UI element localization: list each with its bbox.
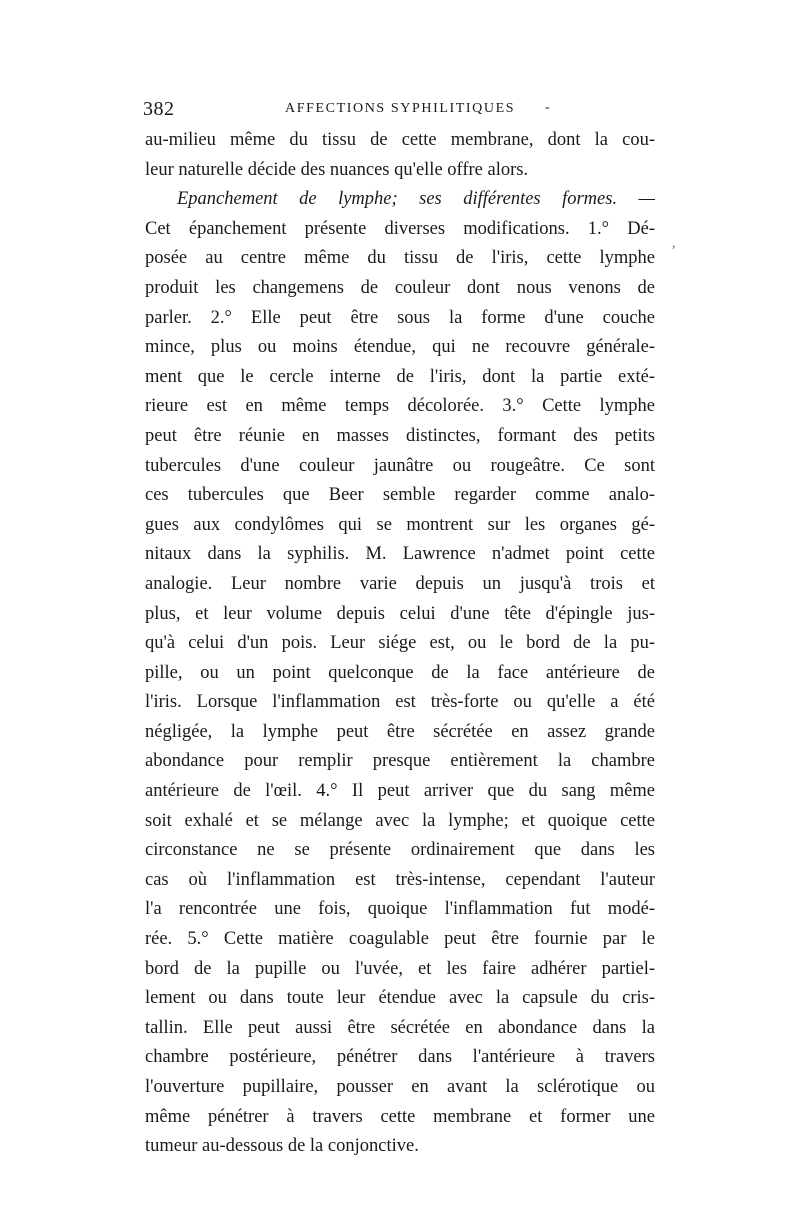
header-mark: - — [545, 100, 550, 115]
text-line: circonstance ne se présente ordinairement que dans les — [145, 840, 655, 861]
text-line: antérieure de l'œil. 4.° Il peut arriver que du sang même — [145, 781, 655, 802]
page-header — [143, 98, 663, 122]
text-line: mince, plus ou moins étendue, qui ne recouvre générale- — [145, 337, 655, 358]
text-line: tubercules d'une couleur jaunâtre ou rougeâtre. Ce sont — [145, 455, 655, 476]
text-line: analogie. Leur nombre varie depuis un jusqu'à trois et — [145, 573, 655, 594]
text-line: qu'à celui d'un pois. Leur siége est, ou le bord de la pu- — [145, 633, 655, 654]
text-line: l'ouverture pupillaire, pousser en avant la sclérotique ou — [145, 1077, 655, 1097]
text-line: au-milieu même du tissu de cette membrane, dont la cou- — [145, 130, 655, 150]
running-title: AFFECTIONS SYPHILITIQUES — [285, 101, 516, 116]
text-line: pille, ou un point quelconque de la face antérieure de — [145, 662, 655, 683]
text-line: bord de la pupille ou l'uvée, et les faire adhérer partiel- — [145, 958, 655, 979]
text-line: Cet épanchement présente diverses modifications. 1.° Dé- — [145, 218, 655, 239]
text-line: ces tubercules que Beer semble regarder comme analo- — [145, 485, 655, 506]
text-line: lement ou dans toute leur étendue avec la capsule du cris- — [145, 988, 655, 1009]
text-line: rieure est en même temps décolorée. 3.° Cette lymphe — [145, 396, 655, 417]
text-line: gues aux condylômes qui se montrent sur les organes gé- — [145, 514, 655, 535]
text-line: peut être réunie en masses distinctes, formant des petits — [145, 425, 655, 446]
margin-mark: , — [672, 236, 676, 251]
body-text — [145, 126, 655, 1162]
text-line: même pénétrer à travers cette membrane et former une — [145, 1106, 655, 1127]
page-number: 382 — [143, 98, 175, 120]
text-line: parler. 2.° Elle peut être sous la forme d'une couche — [145, 307, 655, 328]
text-line: abondance pour remplir presque entièrement la chambre — [145, 751, 655, 772]
text-line: nitaux dans la syphilis. M. Lawrence n'admet point cette — [145, 544, 655, 565]
text-line: rée. 5.° Cette matière coagulable peut être fournie par le — [145, 929, 655, 950]
text-line: négligée, la lymphe peut être sécrétée en assez grande — [145, 721, 655, 742]
text-line: leur naturelle décide des nuances qu'elle offre alors. — [145, 159, 529, 180]
text-line: produit les changemens de couleur dont nous venons de — [145, 277, 655, 298]
text-line: cas où l'inflammation est très-intense, cependant l'auteur — [145, 869, 655, 890]
text-line: posée au centre même du tissu de l'iris, cette lymphe — [145, 248, 655, 269]
text-line: ment que le cercle interne de l'iris, dont la partie exté- — [145, 366, 655, 387]
text-line: l'iris. Lorsque l'inflammation est très-forte ou qu'elle a été — [145, 692, 655, 713]
text-line: tumeur au-dessous de la conjonctive. — [145, 1136, 419, 1157]
text-line: l'a rencontrée une fois, quoique l'inflammation fut modé- — [145, 899, 655, 920]
text-line: chambre postérieure, pénétrer dans l'antérieure à travers — [145, 1047, 655, 1068]
text-line: tallin. Elle peut aussi être sécrétée en abondance dans la — [145, 1017, 655, 1038]
text-line: soit exhalé et se mélange avec la lymphe; et quoique cette — [145, 810, 655, 831]
section-heading-line: Epanchement de lymphe; ses différentes formes. — — [177, 189, 655, 210]
text-line: plus, et leur volume depuis celui d'une tête d'épingle jus- — [145, 603, 655, 624]
